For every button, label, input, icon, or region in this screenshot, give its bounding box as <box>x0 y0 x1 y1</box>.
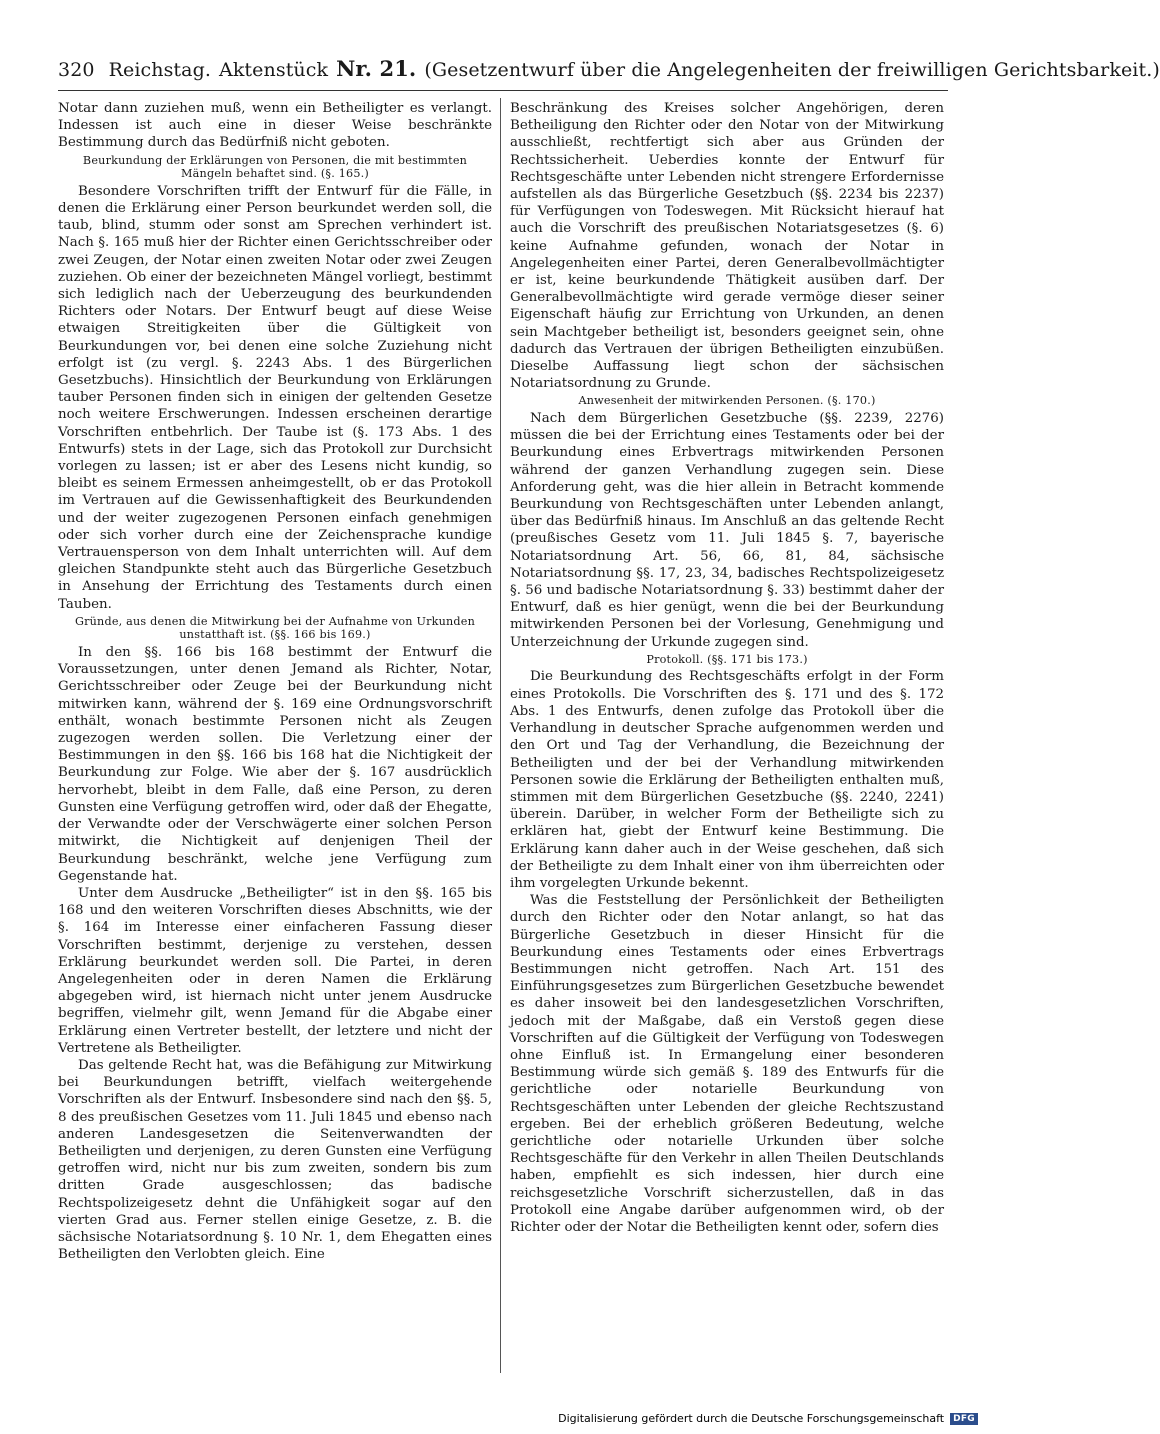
paragraph: Nach dem Bürgerlichen Gesetzbuche (§§. 2239, 2276) müssen die bei der Errichtung eines Testaments oder bei der Beurkundung eines Erbvertrags mitwirkenden Personen während der ganzen Verhandlung zugegen sein. Diese Anforderung geht, was die hier allein in Betracht kommende Beurkundung von Rechtsgeschäften unter Lebenden anlangt, über das Bedürfniß hinaus. Im Anschluß an das geltende Recht (preußisches Gesetz vom 11. Juli 1845 §. 7, bayerische Notariatsordnung Art. 56, 66, 81, 84, sächsische Notariatsordnung §§. 17, 23, 34, badisches Rechtspolizeigesetz §. 56 und badische Notariatsordnung §. 33) bestimmt daher der Entwurf, daß es hier genügt, wenn die bei der Beurkundung mitwirkenden Personen bei der Vorlesung, Genehmigung und Unterzeichnung der Urkunde zugegen sind. <box>510 411 944 650</box>
header-number: Nr. 21. <box>336 56 417 81</box>
paragraph: Besondere Vorschriften trifft der Entwurf für die Fälle, in denen die Erklärung einer Person beurkundet werden soll, die taub, blind, stumm oder sonst am Sprechen verhindert ist. Nach §. 165 muß hier der Richter einen Gerichtsschreiber oder zwei Zeugen, der Notar einen zweiten Notar oder zwei Zeugen zuziehen. Ob einer der bezeichneten Mängel vorliegt, bestimmt sich lediglich nach der Ueberzeugung des beurkundenden Richters oder Notars. Der Entwurf beugt auf diese Weise etwaigen Streitigkeiten über die Gültigkeit von Beurkundungen vor, bei denen eine solche Zuziehung nicht erfolgt ist (zu vergl. §. 2243 Abs. 1 des Bürgerlichen Gesetzbuchs). Hinsichtlich der Beurkundung von Erklärungen tauber Personen finden sich in einigen der geltenden Gesetze noch weitere Erschwerungen. Indessen erscheinen derartige Vorschriften entbehrlich. Der Taube ist (§. 173 Abs. 1 des Entwurfs) stets in der Lage, sich das Protokoll zur Durchsicht vorlegen zu lassen; ist er aber des Lesens nicht kundig, so bleibt es seinem Ermessen anheimgestellt, ob er das Protokoll im Vertrauen auf die Gewissenhaftigkeit des Beurkundenden und der weiter zugezogenen Personen einfach genehmigen oder sich vorher durch eine der Zeichensprache kundige Vertrauensperson von dem Inhalt unterrichten will. Auf dem gleichen Standpunkte steht auch das Bürgerliche Gesetzbuch in Ansehung der Errichtung des Testaments durch einen Tauben. <box>58 183 492 612</box>
paragraph: Die Beurkundung des Rechtsgeschäfts erfolgt in der Form eines Protokolls. Die Vorschriften des §. 171 und des §. 172 Abs. 1 des Entwurfs, denen zufolge das Protokoll über die Verhandlung in deutscher Sprache aufgenommen werden und den Ort und Tag der Verhandlung, die Bezeichnung der Betheiligten und der bei der Verhandlung mitwirkenden Personen sowie die Erklärung der Betheiligten enthalten muß, stimmen mit dem Bürgerlichen Gesetzbuche (§§. 2240, 2241) überein. Darüber, in welcher Form der Betheiligte sich zu erklären hat, giebt der Entwurf keine Bestimmung. Die Erklärung kann daher auch in der Weise geschehen, daß sich der Betheiligte zu dem Inhalt einer von ihm überreichten oder ihm vorgelegten Urkunde bekennt. <box>510 669 944 891</box>
header-rule <box>58 90 948 91</box>
page-header <box>58 56 1160 86</box>
header-subject: (Gesetzentwurf über die Angelegenheiten der freiwilligen Gerichtsbarkeit.) <box>424 59 1160 81</box>
paragraph: Was die Feststellung der Persönlichkeit der Betheiligten durch den Richter oder den Notar anlangt, so hat das Bürgerliche Gesetzbuch in dieser Hinsicht für die Beurkundung eines Testaments oder eines Erbvertrags Bestimmungen nicht getroffen. Nach Art. 151 des Einführungsgesetzes zum Bürgerlichen Gesetzbuche bewendet es daher insoweit bei den landesgesetzlichen Vorschriften, jedoch mit der Maßgabe, daß ein Verstoß gegen diese Vorschriften auf die Gültigkeit der Verfügung von Todeswegen ohne Einfluß ist. In Ermangelung einer besonderen Bestimmung würde sich gemäß §. 189 des Entwurfs für die gerichtliche oder notarielle Beurkundung von Rechtsgeschäften unter Lebenden der gleiche Rechtszustand ergeben. Bei der erheblich größeren Bedeutung, welche gerichtliche oder notarielle Urkunden über solche Rechtsgeschäfte für den Verkehr in allen Theilen Deutschlands haben, empfiehlt es sich indessen, hier durch eine reichsgesetzliche Vorschrift sicherzustellen, daß in das Protokoll eine Angabe darüber aufgenommen wird, ob der Richter oder der Notar die Betheiligten kennt oder, sofern dies <box>510 893 944 1235</box>
dfg-logo: DFG <box>950 1413 978 1425</box>
section-heading: Anwesenheit der mitwirkenden Personen. (§. 170.) <box>578 394 876 408</box>
digitization-credit <box>558 1412 978 1425</box>
header-reichstag: Reichstag. <box>108 59 211 81</box>
section-heading: Gründe, aus denen die Mitwirkung bei der Aufnahme von Urkunden unstatthaft ist. (§§. 166 bis 169.) <box>74 614 476 642</box>
paragraph: Beschränkung des Kreises solcher Angehörigen, deren Betheiligung den Richter oder den Notar von der Mitwirkung ausschließt, rechtfertigt sich aber aus Gründen der Rechtssicherheit. Ueberdies konnte der Entwurf für Rechtsgeschäfte unter Lebenden nicht strengere Erfordernisse aufstellen als das Bürgerliche Gesetzbuch (§§. 2234 bis 2237) für Verfügungen von Todeswegen. Mit Rücksicht hierauf hat auch die Vorschrift des preußischen Notariatsgesetzes (§. 6) keine Aufnahme gefunden, wonach der Notar in Angelegenheiten einer Partei, deren Generalbevollmächtigter er ist, keine beurkundende Thätigkeit ausüben darf. Der Generalbevollmächtigte wird gerade vermöge dieser seiner Eigenschaft häufig zur Errichtung von Urkunden, an denen sein Machtgeber betheiligt ist, besonders geeignet sein, ohne dadurch das Vertrauen der übrigen Betheiligten einzubüßen. Dieselbe Auffassung liegt schon der sächsischen Notariatsordnung zu Grunde. <box>510 101 944 392</box>
header-aktenstueck: Aktenstück <box>219 59 329 81</box>
page-number: 320 <box>58 59 95 81</box>
credit-text: Digitalisierung gefördert durch die Deutsche Forschungsgemeinschaft <box>558 1412 945 1425</box>
column-divider <box>500 98 501 1373</box>
left-column <box>58 100 492 1263</box>
paragraph: Unter dem Ausdrucke „Betheiligter“ ist in den §§. 165 bis 168 und den weiteren Vorschriften dieses Abschnitts, wie der §. 164 im Interesse einer einfacheren Fassung dieser Vorschriften bestimmt, derjenige zu verstehen, dessen Erklärung beurkundet werden soll. Die Partei, in deren Angelegenheiten oder in deren Namen die Erklärung abgegeben wird, ist hiernach nicht unter jenem Ausdrucke begriffen, vielmehr gilt, wenn Jemand für die Abgabe einer Erklärung einen Vertreter bestellt, der letztere und nicht der Vertretene als Betheiligter. <box>58 885 492 1056</box>
paragraph: Notar dann zuziehen muß, wenn ein Betheiligter es verlangt. Indessen ist auch eine in dieser Weise beschränkte Bestimmung durch das Bedürfniß nicht geboten. <box>58 101 492 151</box>
right-column <box>510 100 944 1236</box>
section-heading: Beurkundung der Erklärungen von Personen, die mit bestimmten Mängeln behaftet sind. (§. 165.) <box>82 153 468 181</box>
paragraph: In den §§. 166 bis 168 bestimmt der Entwurf die Voraussetzungen, unter denen Jemand als Richter, Notar, Gerichtsschreiber oder Zeuge bei der Beurkundung nicht mitwirken kann, während der §. 169 eine Ordnungsvorschrift enthält, wonach bestimmte Personen nicht als Zeugen zugezogen werden sollen. Die Verletzung einer der Bestimmungen in den §§. 166 bis 168 hat die Nichtigkeit der Beurkundung zur Folge. Wie aber der §. 167 ausdrücklich hervorhebt, bleibt in dem Falle, daß eine Person, zu deren Gunsten eine Verfügung getroffen wird, oder daß der Ehegatte, der Verwandte oder der Verschwägerte einer solchen Person mitwirkt, die Nichtigkeit auf denjenigen Theil der Beurkundung beschränkt, welche jene Verfügung zum Gegenstande hat. <box>58 645 492 884</box>
section-heading: Protokoll. (§§. 171 bis 173.) <box>646 652 808 666</box>
paragraph: Das geltende Recht hat, was die Befähigung zur Mitwirkung bei Beurkundungen betrifft, vielfach weitergehende Vorschriften als der Entwurf. Insbesondere sind nach den §§. 5, 8 des preußischen Gesetzes vom 11. Juli 1845 und ebenso nach anderen Landesgesetzen die Seitenverwandten der Betheiligten und derjenigen, zu deren Gunsten eine Verfügung getroffen wird, nicht nur bis zum zweiten, sondern bis zum dritten Grade ausgeschlossen; das badische Rechtspolizeigesetz dehnt die Unfähigkeit sogar auf den vierten Grad aus. Ferner stellen einige Gesetze, z. B. die sächsische Notariatsordnung §. 10 Nr. 1, dem Ehegatten eines Betheiligten den Verlobten gleich. Eine <box>58 1057 492 1263</box>
